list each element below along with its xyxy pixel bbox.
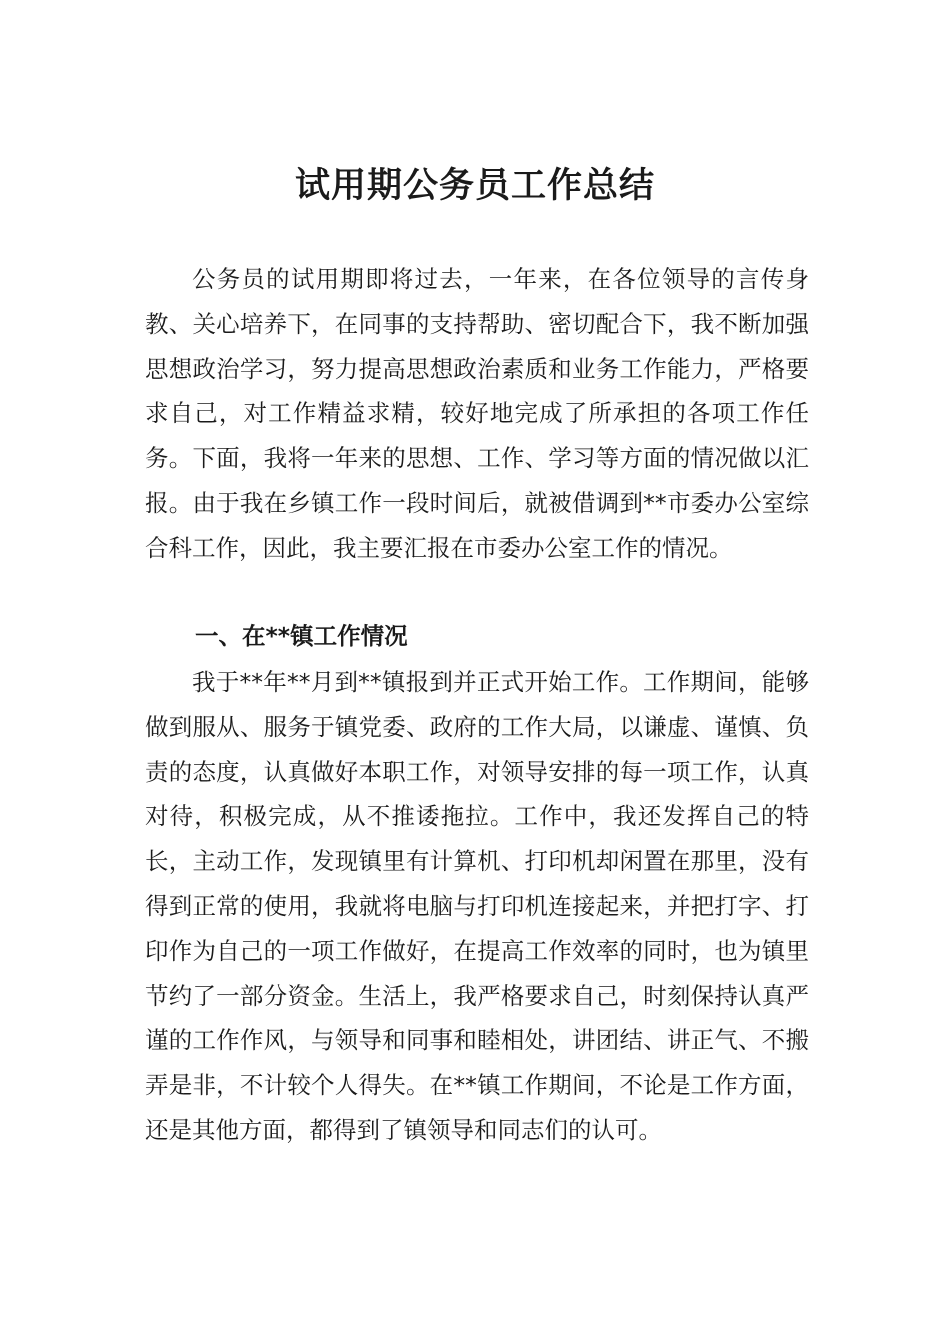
intro-paragraph: 公务员的试用期即将过去，一年来，在各位领导的言传身教、关心培养下，在同事的支持帮助、密切配合下，我不断加强思想政治学习，努力提高思想政治素质和业务工作能力，严格要求自己，对工作精益求精，较好地完成了所承担的各项工作任务。下面，我将一年来的思想、工作、学习等方面的情况做以汇报。由于我在乡镇工作一段时间后，就被借调到**市委办公室综合科工作，因此，我主要汇报在市委办公室工作的情况。 — [145, 265, 809, 562]
section-heading-town-work: 一、在**镇工作情况 — [195, 622, 408, 650]
town-work-paragraph: 我于**年**月到**镇报到并正式开始工作。工作期间，能够做到服从、服务于镇党委、政府的工作大局，以谦虚、谨慎、负责的态度，认真做好本职工作，对领导安排的每一项工作，认真对待，积极完成，从不推诿拖拉。工作中，我还发挥自己的特长，主动工作，发现镇里有计算机、打印机却闲置在那里，没有得到正常的使用，我就将电脑与打印机连接起来，并把打字、打印作为自己的一项工作做好，在提高工作效率的同时，也为镇里节约了一部分资金。生活上，我严格要求自己，时刻保持认真严谨的工作作风，与领导和同事和睦相处，讲团结、讲正气、不搬弄是非，不计较个人得失。在**镇工作期间，不论是工作方面，还是其他方面，都得到了镇领导和同志们的认可。 — [145, 668, 809, 1144]
document-title: 试用期公务员工作总结 — [294, 165, 655, 206]
